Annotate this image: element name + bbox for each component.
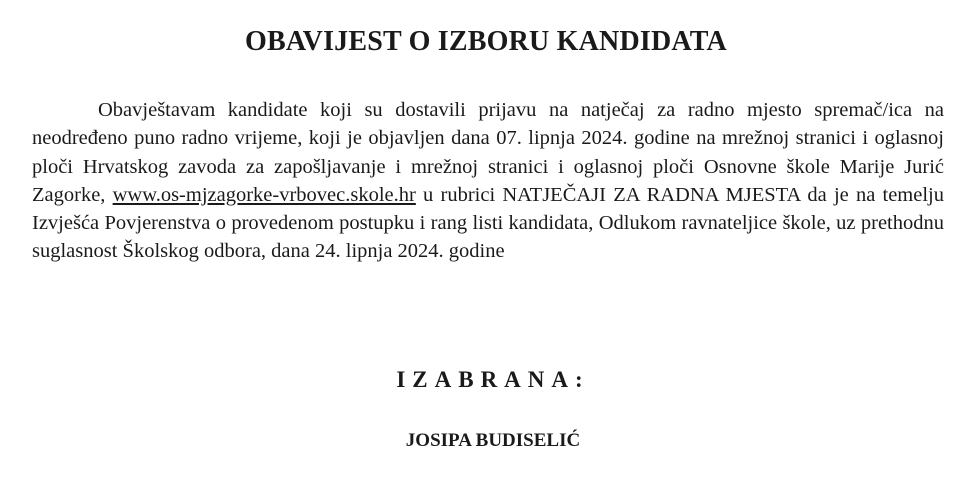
- paragraph-text-after-link: u rubrici NATJEČAJI ZA RADNA MJESTA da je na temelju Izvješća Povjerenstva o provedenom postupku i rang listi kandidata, Odlukom ravnateljice škole, uz prethodnu suglasnost Školskog odbora, dana 24. lipnja 2024. godine: [32, 183, 944, 263]
- selected-candidate-name: JOSIPA BUDISELIĆ: [405, 430, 581, 451]
- document-title: OBAVIJEST O IZBORU KANDIDATA: [245, 26, 727, 57]
- school-website-link[interactable]: www.os-mjzagorke-vrbovec.skole.hr: [112, 183, 416, 206]
- announcement-paragraph: [32, 96, 944, 266]
- selected-heading: IZABRANA:: [396, 367, 590, 392]
- paragraph-text-before-link: Obavještavam kandidate koji su dostavili prijavu na natječaj za radno mjesto spremač/ica na neodređeno puno radno vrijeme, koji je objavljen dana 07. lipnja 2024. godine na mrežnoj stranici i oglasnoj ploči Hrvatskog zavoda za zapošljavanje i mrežnoj stranici i oglasnoj ploči Osnovne škole Marije Jurić Zagorke,: [32, 99, 944, 206]
